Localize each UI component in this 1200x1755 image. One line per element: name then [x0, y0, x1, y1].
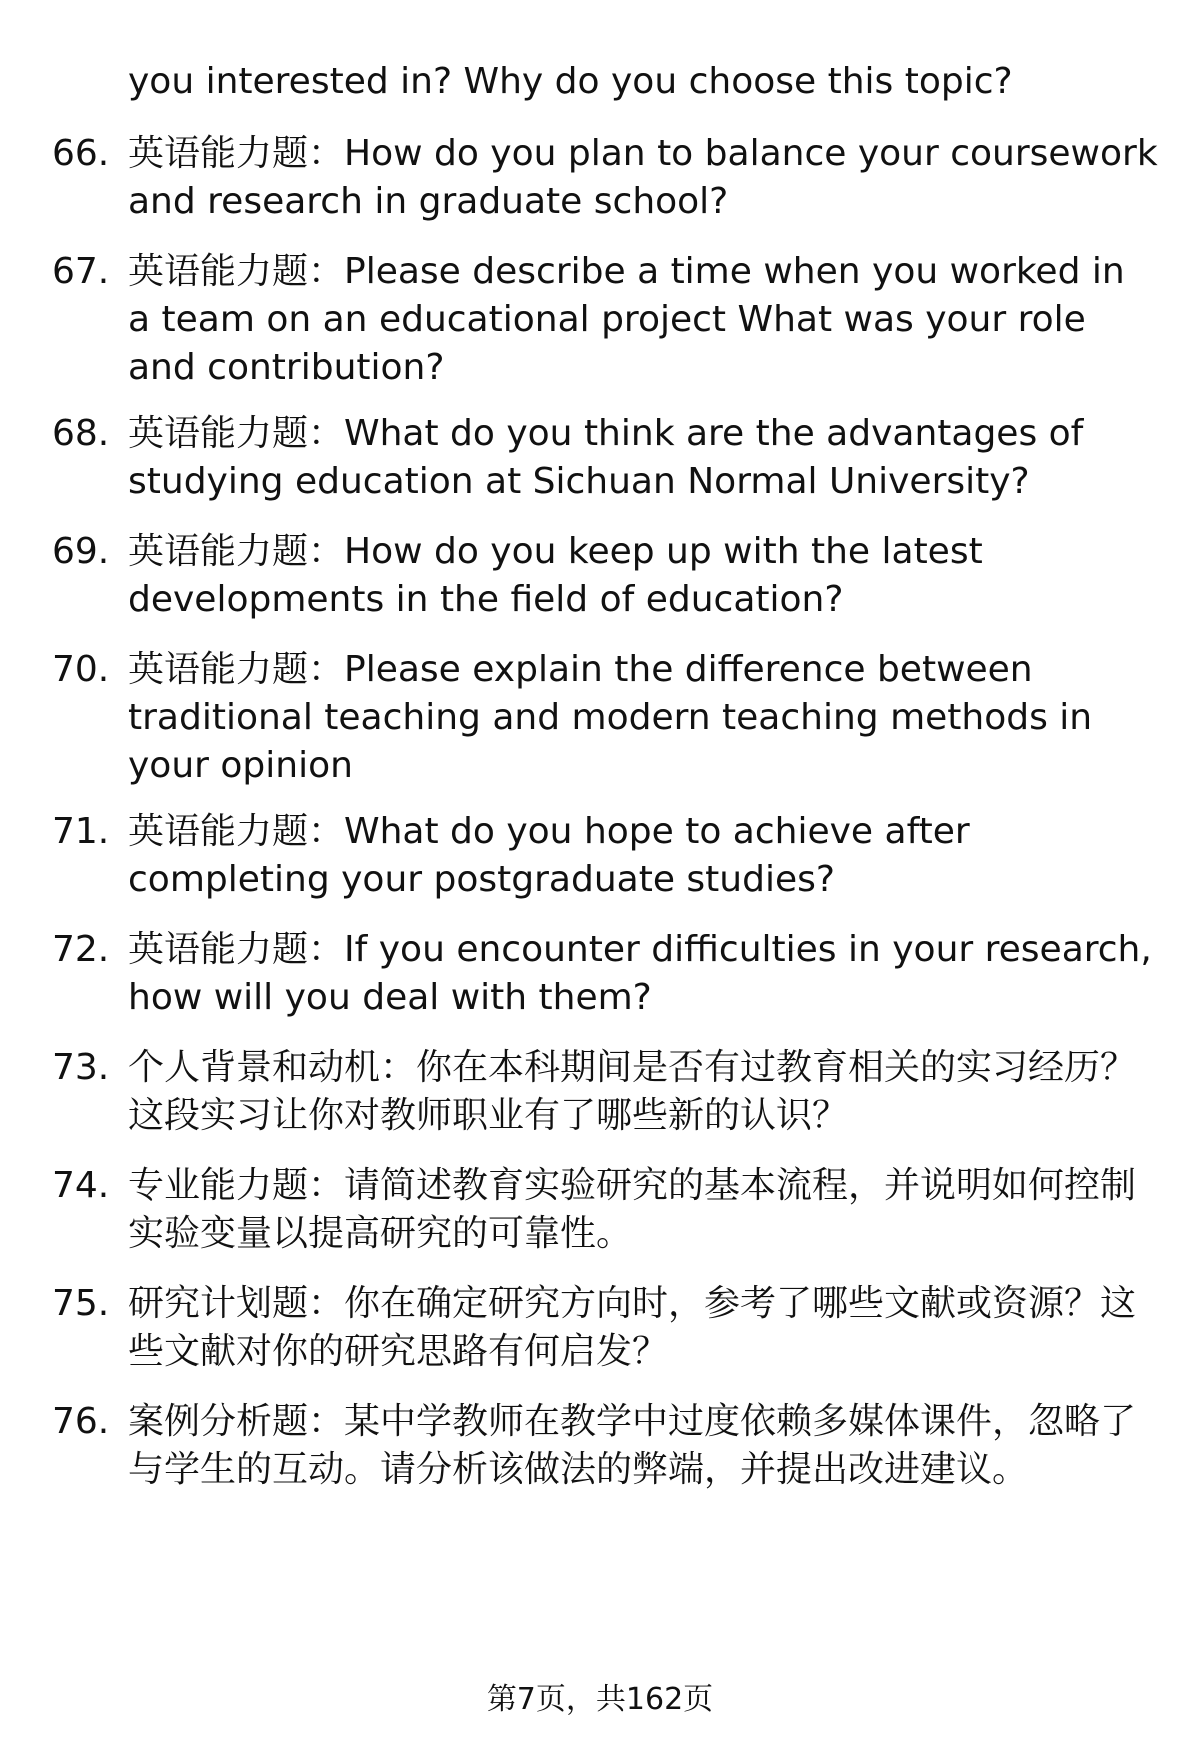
page-footer: 第7页，共162页 [486, 1682, 714, 1717]
question-text: 研究计划题：你在确定研究方向时，参考了哪些文献或资源？这些文献对你的研究思路有何启发？ [128, 1283, 1137, 1372]
question-number: 70. [52, 649, 110, 690]
question-text: 英语能力题：Please describe a time when you worked in a team on an educational project What was your role and contribution? [128, 251, 1125, 388]
question-number: 73. [52, 1047, 110, 1088]
question-number: 69. [52, 531, 110, 572]
question-text: 个人背景和动机：你在本科期间是否有过教育相关的实习经历？这段实习让你对教师职业有了哪些新的认识？ [128, 1047, 1137, 1136]
question-number: 71. [52, 811, 110, 852]
question-number: 66. [52, 133, 110, 174]
continued-question-text: you interested in? Why do you choose this topic? [128, 61, 1013, 102]
question-text: 案例分析题：某中学教师在教学中过度依赖多媒体课件，忽略了与学生的互动。请分析该做法的弊端，并提出改进建议。 [128, 1401, 1137, 1490]
question-number: 74. [52, 1165, 110, 1206]
question-text: 英语能力题：What do you hope to achieve after completing your postgraduate studies? [128, 811, 970, 900]
question-number: 72. [52, 929, 110, 970]
question-text: 英语能力题：Please explain the difference between traditional teaching and modern teaching methods in your opinion [128, 649, 1093, 786]
question-text: 英语能力题：If you encounter difficulties in your research, how will you deal with them? [128, 929, 1152, 1018]
question-number: 76. [52, 1401, 110, 1442]
question-number: 67. [52, 251, 110, 292]
question-text: 英语能力题：How do you plan to balance your coursework and research in graduate school? [128, 133, 1158, 222]
question-number: 75. [52, 1283, 110, 1324]
question-text: 专业能力题：请简述教育实验研究的基本流程，并说明如何控制实验变量以提高研究的可靠性。 [128, 1165, 1137, 1254]
question-text: 英语能力题：What do you think are the advantages of studying education at Sichuan Normal University? [128, 413, 1084, 502]
question-text: 英语能力题：How do you keep up with the latest developments in the field of education? [128, 531, 983, 620]
question-number: 68. [52, 413, 110, 454]
